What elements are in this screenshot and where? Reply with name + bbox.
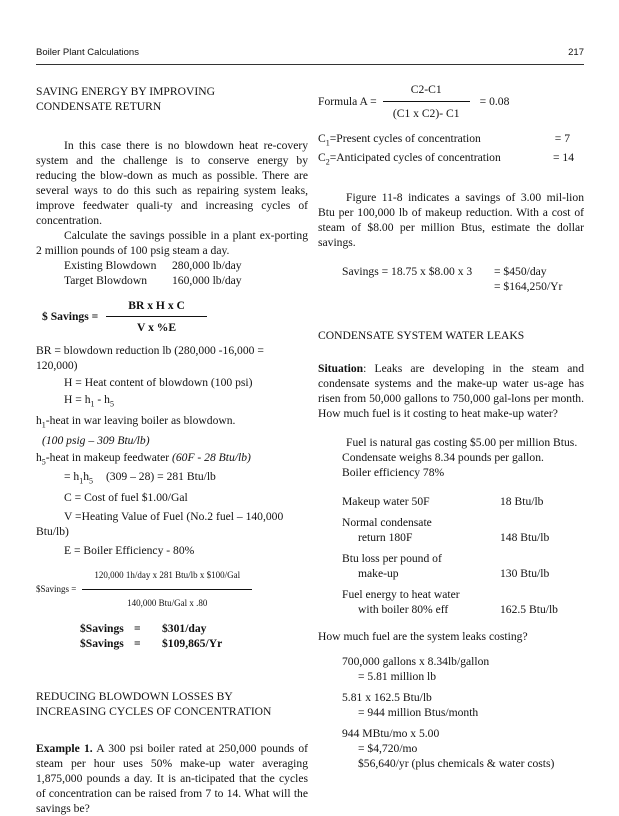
result-row-day xyxy=(80,621,308,636)
heading-line: INCREASING CYCLES OF CONCENTRATION xyxy=(36,705,272,719)
example-text: A 300 psi boiler rated at 250,000 pounds of steam per hour uses 50% make-up water averaging 1,875,000 pounds a day. It is an-ticipated that the cycles of concentration can be raised from 7 to 14. What will the savings be? xyxy=(36,742,308,816)
table-label-line: Btu loss per pound of xyxy=(342,551,442,565)
subscript: 1 xyxy=(325,138,330,148)
calc-line: = 5.81 million lb xyxy=(358,669,437,683)
h-eq-text: - h xyxy=(94,393,110,406)
table-row xyxy=(342,515,584,545)
table-label-line: Fuel energy to heat water xyxy=(342,587,460,601)
symbol: = h xyxy=(64,469,80,483)
e-definition: E = Boiler Efficiency - 80% xyxy=(64,544,195,558)
br-definition xyxy=(36,343,308,373)
table-label-line: Makeup water 50F xyxy=(342,494,430,508)
header-title: Boiler Plant Calculations xyxy=(36,47,139,58)
calc-line: 700,000 gallons x 8.34lb/gallon xyxy=(342,654,490,668)
table-label xyxy=(342,587,460,617)
table-label-line: with boiler 80% eff xyxy=(358,602,449,616)
savings-eq: Savings = 18.75 x $8.00 x 3 xyxy=(342,264,473,278)
figure-paragraph: Figure 11-8 indicates a savings of 3.00 mil-lion Btu per 100,000 lb of makeup reduction. With a cost of steam of $8.00 per million Btus, estimate the dollar savings. xyxy=(318,190,584,249)
h1-value: (100 psig – 309 Btu/lb) xyxy=(42,433,150,447)
v-line: Btu/lb) xyxy=(36,525,69,539)
table-label-line: Normal condensate xyxy=(342,515,432,529)
cost-calculations xyxy=(318,654,584,771)
section-heading-blowdown-losses xyxy=(36,689,308,719)
calc-line: = $4,720/mo xyxy=(358,741,418,755)
heading-line: SAVING ENERGY BY IMPROVING xyxy=(36,85,215,98)
target-blowdown-row xyxy=(36,273,308,288)
table-label-line: make-up xyxy=(358,566,399,580)
formula-label: Formula A = xyxy=(318,95,377,108)
situation-paragraph xyxy=(318,361,584,421)
right-column xyxy=(318,84,584,771)
formula-result: = 0.08 xyxy=(479,95,510,108)
savings-calculation xyxy=(36,568,308,611)
symbol: h xyxy=(36,414,42,428)
formula-numerator: C2-C1 xyxy=(383,82,470,102)
header-rule xyxy=(36,64,584,65)
fuel-paragraph: Fuel is natural gas costing $5.00 per million Btus. xyxy=(346,435,578,449)
c2-text: =Anticipated cycles of concentration xyxy=(329,151,501,165)
calc-line: 5.81 x 162.5 Btu/lb xyxy=(342,690,432,704)
v-line: V =Heating Value of Fuel (No.2 fuel – 140,000 xyxy=(64,510,284,524)
table-row xyxy=(342,551,584,581)
calc-fraction xyxy=(82,568,252,611)
result-eq: = xyxy=(134,637,141,651)
calc-paragraph: Calculate the savings possible in a plant ex-porting 2 million pounds of 100 psig steam a day. xyxy=(36,229,308,257)
subscript: 5 xyxy=(89,476,94,486)
h5-definition xyxy=(36,450,308,469)
table-value: 162.5 Btu/lb xyxy=(500,602,558,616)
section-heading-condensate-return xyxy=(36,84,308,114)
target-value: 160,000 lb/day xyxy=(172,274,242,287)
result-value: $301/day xyxy=(162,622,207,636)
calc-line: 944 MBtu/mo x 5.00 xyxy=(342,726,440,740)
result-label: $Savings xyxy=(80,637,124,651)
h5-italic: (60F - 28 Btu/lb) xyxy=(171,450,251,464)
calc-denominator: 140,000 Btu/Gal x .80 xyxy=(127,598,208,609)
example-paragraph xyxy=(36,741,308,816)
result-label: $Savings xyxy=(80,622,124,636)
section-heading-water-leaks: CONDENSATE SYSTEM WATER LEAKS xyxy=(318,328,525,342)
table-row xyxy=(342,587,584,617)
table-label xyxy=(342,551,442,581)
c1-text: =Present cycles of concentration xyxy=(329,132,481,145)
h1-text: -heat in war leaving boiler as blowdown. xyxy=(45,414,236,428)
formula-fraction xyxy=(383,82,470,121)
savings-row xyxy=(342,264,584,279)
savings-fraction xyxy=(106,298,207,335)
intro-paragraph: In this case there is no blowdown heat re-covery system and the challenge is to conserve energy by reducing the blow-down as much as possible. There are several ways to do this such as repairing system leaks, improve feedwater quali-ty and increasing cycles of concentration. xyxy=(36,139,308,227)
savings-numerator: BR x H x C xyxy=(106,298,207,317)
target-label: Target Blowdown xyxy=(64,274,148,287)
symbol: h xyxy=(83,469,90,483)
savings-yr: = $164,250/Yr xyxy=(494,279,563,293)
situation-label: Situation xyxy=(318,361,364,375)
question: How much fuel are the system leaks costing? xyxy=(318,629,528,643)
savings-row xyxy=(342,279,584,294)
c1-definition xyxy=(318,131,584,150)
savings-results xyxy=(36,621,308,651)
boiler-efficiency: Boiler efficiency 78% xyxy=(342,465,445,479)
table-value: 18 Btu/lb xyxy=(500,494,544,508)
savings-label: $ Savings = xyxy=(42,310,99,323)
result-row-year xyxy=(80,636,308,651)
h5-text: -heat in makeup feedwater xyxy=(45,450,170,464)
c2-value: = 14 xyxy=(552,151,574,165)
existing-label: Existing Blowdown xyxy=(64,259,157,272)
symbol: C xyxy=(318,151,326,165)
calc-line: = 944 million Btus/month xyxy=(358,705,479,719)
result-eq: = xyxy=(134,622,141,636)
c2-definition xyxy=(318,150,584,169)
page-number: 217 xyxy=(568,47,584,58)
v-definition xyxy=(36,509,308,539)
calc-numerator: 120,000 1h/day x 281 Btu/lb x $100/Gal xyxy=(82,568,252,590)
left-column xyxy=(36,84,308,816)
heat-table xyxy=(318,494,584,617)
example-label: Example 1. xyxy=(36,742,93,756)
calc-label: $Savings = xyxy=(36,584,77,595)
subscript: 1 xyxy=(79,476,84,486)
table-label xyxy=(342,515,432,545)
existing-blowdown-row xyxy=(36,258,308,273)
table-label-line: return 180F xyxy=(358,530,413,544)
h-equation xyxy=(36,392,308,411)
formula-denominator: (C1 x C2)- C1 xyxy=(392,107,460,120)
savings-denominator: V x %E xyxy=(137,321,177,334)
savings-estimate xyxy=(318,264,584,294)
calc-line: $56,640/yr (plus chemicals & water costs) xyxy=(358,756,555,770)
subscript: 1 xyxy=(41,420,46,430)
savings-day: = $450/day xyxy=(494,264,547,278)
table-value: 130 Btu/lb xyxy=(500,566,550,580)
h1h5-equation xyxy=(36,469,308,488)
formula-a xyxy=(318,82,584,121)
c-definition: C = Cost of fuel $1.00/Gal xyxy=(64,491,188,505)
heading-line: REDUCING BLOWDOWN LOSSES BY xyxy=(36,690,233,704)
subscript: 2 xyxy=(325,157,330,167)
table-row xyxy=(342,494,584,509)
table-label xyxy=(342,494,430,509)
h-definition: H = Heat content of blowdown (100 psi) xyxy=(64,376,253,389)
br-line: 120,000) xyxy=(36,359,78,372)
symbol: C xyxy=(318,132,326,145)
h1-definition xyxy=(36,413,308,432)
running-header xyxy=(36,47,584,63)
savings-formula xyxy=(42,298,308,335)
subscript: 5 xyxy=(41,456,46,466)
br-line: BR = blowdown reduction lb (280,000 -16,000 = xyxy=(36,344,264,357)
situation-text: : Leaks are developing in the steam and condensate systems and the make-up water us-age has risen from 50,000 gallons to 750,000 gal-lons per month. How much fuel is it costing to heat make-up water? xyxy=(318,361,584,420)
c1-value: = 7 xyxy=(554,132,570,145)
heading-line: CONDENSATE RETURN xyxy=(36,100,162,113)
table-value: 148 Btu/lb xyxy=(500,530,550,544)
condensate-weight: Condensate weighs 8.34 pounds per gallon. xyxy=(342,450,544,464)
existing-value: 280,000 lb/day xyxy=(172,259,242,272)
subscript: 1 xyxy=(90,399,95,409)
subscript: 5 xyxy=(109,399,114,409)
h1h5-value: (309 – 28) = 281 Btu/lb xyxy=(105,469,216,483)
symbol: h xyxy=(36,450,42,464)
h-eq-text: H = h xyxy=(64,393,91,406)
result-value: $109,865/Yr xyxy=(162,637,223,651)
